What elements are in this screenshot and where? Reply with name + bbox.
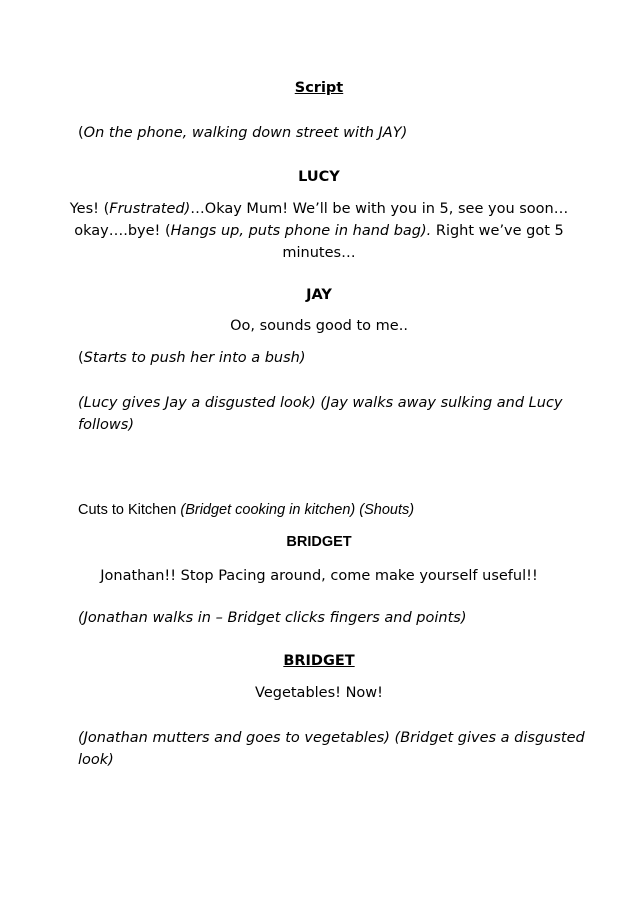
lucy-line-2: [0, 221, 638, 243]
lucy-line-1b: Frustrated): [109, 201, 191, 217]
stage-direction-5-line-1: [78, 728, 585, 750]
stage-direction-1-text: On the phone, walking down street with JAY: [83, 125, 402, 141]
speaker-lucy: LUCY: [298, 169, 340, 185]
stage-direction-5-line-2: [78, 750, 114, 772]
scene-cut-line: [78, 500, 414, 522]
stage-direction-1-close: ): [401, 125, 408, 141]
lucy-line-1a: Yes! (: [69, 201, 110, 217]
stage-direction-4-text: (Jonathan walks in – Bridget clicks fingers and points): [78, 610, 467, 626]
lucy-line-2a: okay….bye! (: [74, 223, 171, 239]
bridget-line-1: Jonathan!! Stop Pacing around, come make yourself useful!!: [100, 568, 538, 584]
lucy-line-2c: Right we’ve got 5: [431, 223, 564, 239]
scene-cut-label: Cuts to Kitchen: [78, 502, 181, 518]
stage-direction-2-open: (: [78, 350, 84, 366]
stage-direction-3-text-2: follows): [78, 417, 134, 433]
stage-direction-3-line-2: [78, 415, 134, 437]
scene-cut-direction: (Bridget cooking in kitchen) (Shouts): [180, 502, 415, 518]
stage-direction-5-text-1: (Jonathan mutters and goes to vegetables) (Bridget gives a disgusted: [78, 730, 585, 746]
stage-direction-2-text: Starts to push her into a bush): [83, 350, 306, 366]
stage-direction-5-text-2: look): [78, 752, 114, 768]
lucy-line-3: minutes…: [282, 245, 356, 261]
speaker-jay: JAY: [306, 287, 332, 303]
stage-direction-2: [78, 348, 306, 370]
lucy-line-1c: …Okay Mum! We’ll be with you in 5, see you soon…: [190, 201, 569, 217]
bridget-line-2: Vegetables! Now!: [255, 685, 383, 701]
stage-direction-3-line-1: [78, 393, 563, 415]
lucy-line-2b: Hangs up, puts phone in hand bag).: [170, 223, 432, 239]
stage-direction-4: [78, 608, 466, 630]
speaker-bridget-2: BRIDGET: [283, 653, 355, 669]
page-title: Script: [294, 80, 344, 96]
stage-direction-3-text-1: (Lucy gives Jay a disgusted look) (Jay walks away sulking and Lucy: [78, 395, 563, 411]
speaker-bridget-1: BRIDGET: [286, 534, 352, 550]
stage-direction-1-open: (: [78, 125, 84, 141]
stage-direction-1: [78, 123, 407, 145]
jay-line: Oo, sounds good to me..: [230, 318, 408, 334]
lucy-line-1: [0, 199, 638, 221]
